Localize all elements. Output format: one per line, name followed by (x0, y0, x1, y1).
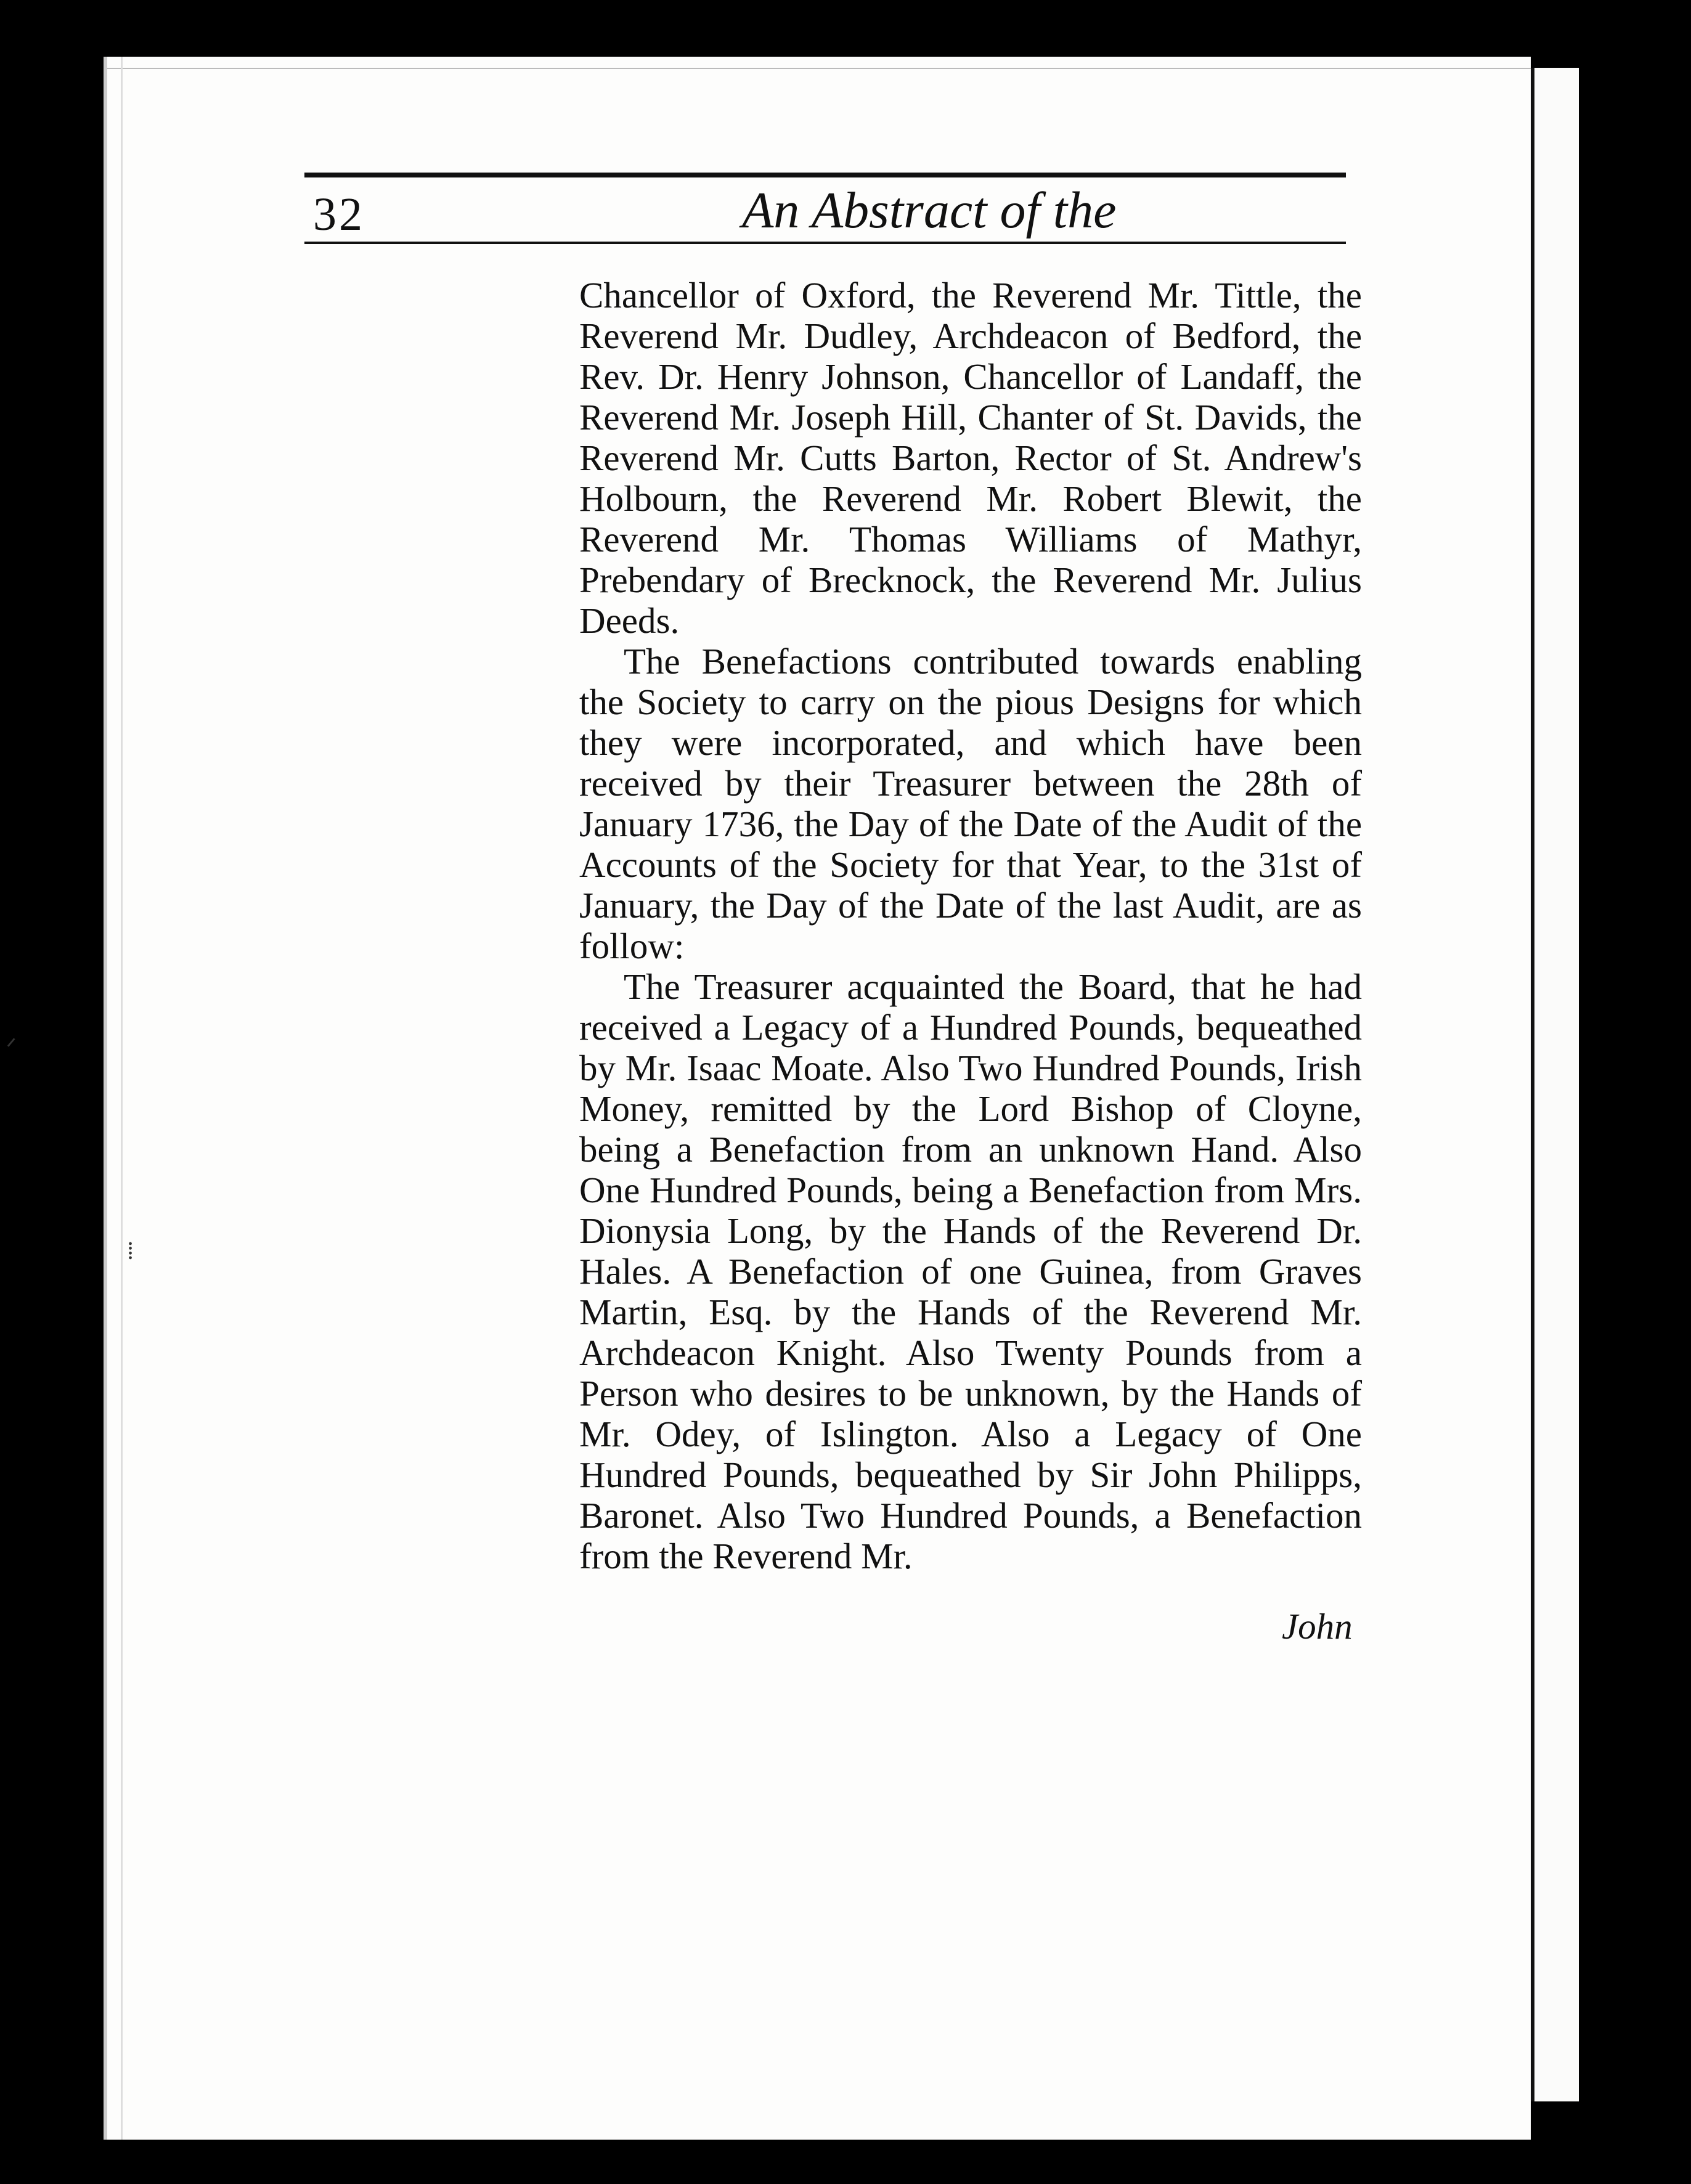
paragraph: Chancellor of Oxford, the Reverend Mr. Tittle, the Reverend Mr. Dudley, Archdeacon of Bedford, the Rev. Dr. Henry Johnson, Chancellor of Landaff, the Reverend Mr. Joseph Hill, Chanter of St. Davids, the Reverend Mr. Cutts Barton, Rector of St. Andrew's Holbourn, the Reverend Mr. Robert Blewit, the Reverend Mr. Thomas Williams of Mathyr, Prebendary of Brecknock, the Reverend Mr. Julius Deeds. (579, 275, 1362, 641)
header-rule-top (304, 173, 1346, 177)
margin-mark: ⁞ (127, 1237, 134, 1265)
catchword: John (1282, 1606, 1353, 1647)
body-text (579, 275, 1362, 1576)
facing-page-edge (1534, 68, 1579, 2101)
paragraph: The Treasurer acquainted the Board, that he had received a Legacy of a Hundred Pounds, bequeathed by Mr. Isaac Moate. Also Two Hundred Pounds, Irish Money, remitted by the Lord Bishop of Cloyne, being a Benefaction from an unknown Hand. Also One Hundred Pounds, being a Benefaction from Mrs. Dionysia Long, by the Hands of the Reverend Dr. Hales. A Benefaction of one Guinea, from Graves Martin, Esq. by the Hands of the Reverend Mr. Archdeacon Knight. Also Twenty Pounds from a Person who desires to be unknown, by the Hands of Mr. Odey, of Islington. Also a Legacy of One Hundred Pounds, bequeathed by Sir John Philipps, Baronet. Also Two Hundred Pounds, a Benefaction from the Reverend Mr. (579, 966, 1362, 1576)
paragraph: The Benefactions contributed towards enabling the Society to carry on the pious Designs for which they were incorporated, and which have been received by their Treasurer between the 28th of January 1736, the Day of the Date of the Audit of the Accounts of the Society for that Year, to the 31st of January, the Day of the Date of the last Audit, are as follow: (579, 641, 1362, 966)
page-edge-line (107, 68, 1531, 69)
page-header (304, 118, 1346, 240)
page-edge-line (121, 57, 123, 2140)
running-title: An Abstract of the (742, 182, 1117, 239)
header-rule-bottom (304, 242, 1346, 244)
page-number: 32 (313, 189, 365, 240)
margin-mark: ᐟ (6, 1033, 17, 1061)
